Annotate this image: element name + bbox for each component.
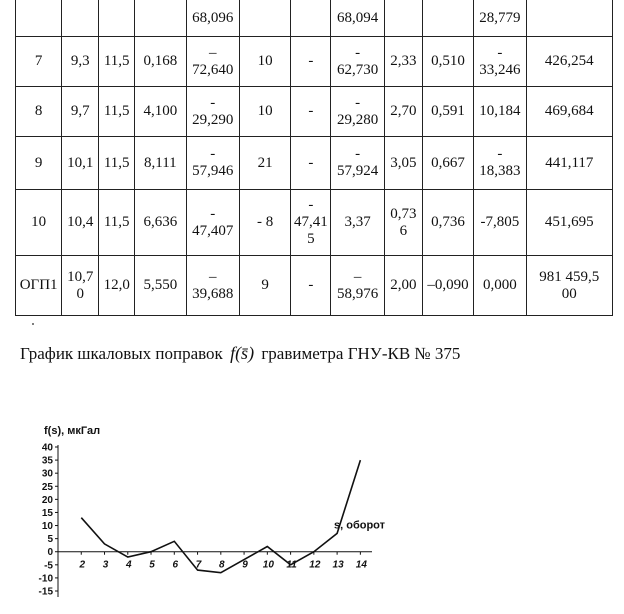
table-cell: 0,168 (135, 37, 186, 87)
table-cell: 7 (16, 37, 62, 87)
table-cell: - (291, 87, 331, 137)
table-cell: - 57,924 (331, 137, 384, 190)
x-tick-label: 3 (102, 559, 109, 571)
y-tick-label: 25 (41, 481, 53, 493)
table-cell: – 58,976 (331, 256, 384, 316)
y-tick-label: 35 (41, 455, 53, 467)
y-tick-label: 10 (41, 521, 53, 533)
table-cell: - 62,730 (331, 37, 384, 87)
table-cell: 68,096 (186, 0, 239, 37)
table-cell: ОГП1 (16, 256, 62, 316)
table-cell (291, 0, 331, 37)
x-tick-label: 6 (172, 559, 179, 571)
table-cell: –0,090 (422, 256, 473, 316)
table-cell (62, 0, 99, 37)
x-tick-label: 5 (149, 559, 155, 571)
y-tick-label: 0 (47, 547, 53, 559)
y-axis-label: f(s), мкГал (44, 425, 101, 437)
table-cell: – 72,640 (186, 37, 239, 87)
table-row (16, 87, 613, 137)
table-cell: - (291, 256, 331, 316)
table-cell: 8 (16, 87, 62, 137)
table-cell: 9 (16, 137, 62, 190)
table-cell: 9,3 (62, 37, 99, 87)
table-row (16, 256, 613, 316)
table-cell: 11,5 (99, 137, 135, 190)
table-row (16, 0, 613, 37)
table-cell: - 18,383 (474, 137, 526, 190)
series-line (81, 460, 360, 573)
x-tick-label: 4 (125, 559, 132, 571)
caption-text-after: гравиметра ГНУ-КВ № 375 (261, 344, 461, 363)
table-cell: 68,094 (331, 0, 384, 37)
table-cell: - 33,246 (474, 37, 526, 87)
table-cell: 4,100 (135, 87, 186, 137)
table-cell: 10 (239, 87, 290, 137)
table-cell: 2,70 (384, 87, 422, 137)
table-cell (384, 0, 422, 37)
table-cell: 2,33 (384, 37, 422, 87)
results-table (15, 0, 613, 316)
table-cell (526, 0, 612, 37)
x-tick-label: 7 (195, 559, 202, 571)
table-cell: 426,254 (526, 37, 612, 87)
table-cell: 8,111 (135, 137, 186, 190)
table-cell: 0,73 6 (384, 190, 422, 256)
table-cell: 10,70 (62, 256, 99, 316)
y-tick-label: -15 (38, 586, 53, 598)
x-axis-label: s, оборот (334, 519, 386, 532)
y-tick-label: 30 (41, 468, 53, 480)
table-cell: 981 459,5 00 (526, 256, 612, 316)
table-cell: 3,05 (384, 137, 422, 190)
table-cell (99, 0, 135, 37)
table-cell: 6,636 (135, 190, 186, 256)
table-cell: - 47,407 (186, 190, 239, 256)
table-cell (16, 0, 62, 37)
table-cell: 11,5 (99, 87, 135, 137)
table-cell: 0,667 (422, 137, 473, 190)
table-cell: - 57,946 (186, 137, 239, 190)
table-cell: 9,7 (62, 87, 99, 137)
caption-formula: f(s̄) (230, 343, 255, 363)
caption-text-before: График шкаловых поправок (20, 344, 223, 363)
table-cell: 28,779 (474, 0, 526, 37)
table-cell: - (291, 37, 331, 87)
x-tick-label: 9 (242, 559, 248, 571)
table-cell: 441,117 (526, 137, 612, 190)
table-cell: 451,695 (526, 190, 612, 256)
table-cell: 10,4 (62, 190, 99, 256)
table-row (16, 190, 613, 256)
table-cell: 0,591 (422, 87, 473, 137)
table-cell: 10,184 (474, 87, 526, 137)
x-tick-label: 13 (332, 559, 344, 571)
table-cell: - 29,280 (331, 87, 384, 137)
y-tick-label: 15 (41, 507, 53, 519)
table-cell: 11,5 (99, 37, 135, 87)
table-cell: 9 (239, 256, 290, 316)
table-cell (239, 0, 290, 37)
table-cell: 21 (239, 137, 290, 190)
x-tick-label: 2 (79, 559, 86, 571)
y-tick-label: 20 (41, 494, 53, 506)
y-tick-label: -5 (44, 560, 53, 572)
scan-dot (32, 323, 34, 325)
table-cell: - 8 (239, 190, 290, 256)
table-cell: 469,684 (526, 87, 612, 137)
chart-caption (20, 343, 620, 364)
table-body (16, 0, 613, 316)
y-tick-label: 40 (41, 442, 53, 454)
table-cell: -7,805 (474, 190, 526, 256)
table-cell: - (291, 137, 331, 190)
table-cell: - 29,290 (186, 87, 239, 137)
table-cell: 10 (16, 190, 62, 256)
x-tick-label: 14 (355, 559, 367, 571)
y-tick-label: 5 (47, 534, 53, 546)
table-cell: 3,37 (331, 190, 384, 256)
table-cell: - 47,41 5 (291, 190, 331, 256)
table-cell: 0,736 (422, 190, 473, 256)
table-cell: – 39,688 (186, 256, 239, 316)
table-cell: 5,550 (135, 256, 186, 316)
x-tick-label: 10 (262, 559, 274, 571)
x-tick-label: 8 (219, 559, 225, 571)
table-cell: 12,0 (99, 256, 135, 316)
y-tick-label: -10 (38, 573, 53, 585)
table-cell: 11,5 (99, 190, 135, 256)
table-cell (135, 0, 186, 37)
table-cell: 2,00 (384, 256, 422, 316)
x-tick-label: 12 (309, 559, 321, 571)
table-cell: 10 (239, 37, 290, 87)
table-row (16, 137, 613, 190)
table-cell: 0,000 (474, 256, 526, 316)
x-tick-label: 11 (286, 559, 297, 571)
table-cell (422, 0, 473, 37)
table-cell: 10,1 (62, 137, 99, 190)
table-row (16, 37, 613, 87)
scale-correction-chart (0, 415, 624, 614)
table-cell: 0,510 (422, 37, 473, 87)
